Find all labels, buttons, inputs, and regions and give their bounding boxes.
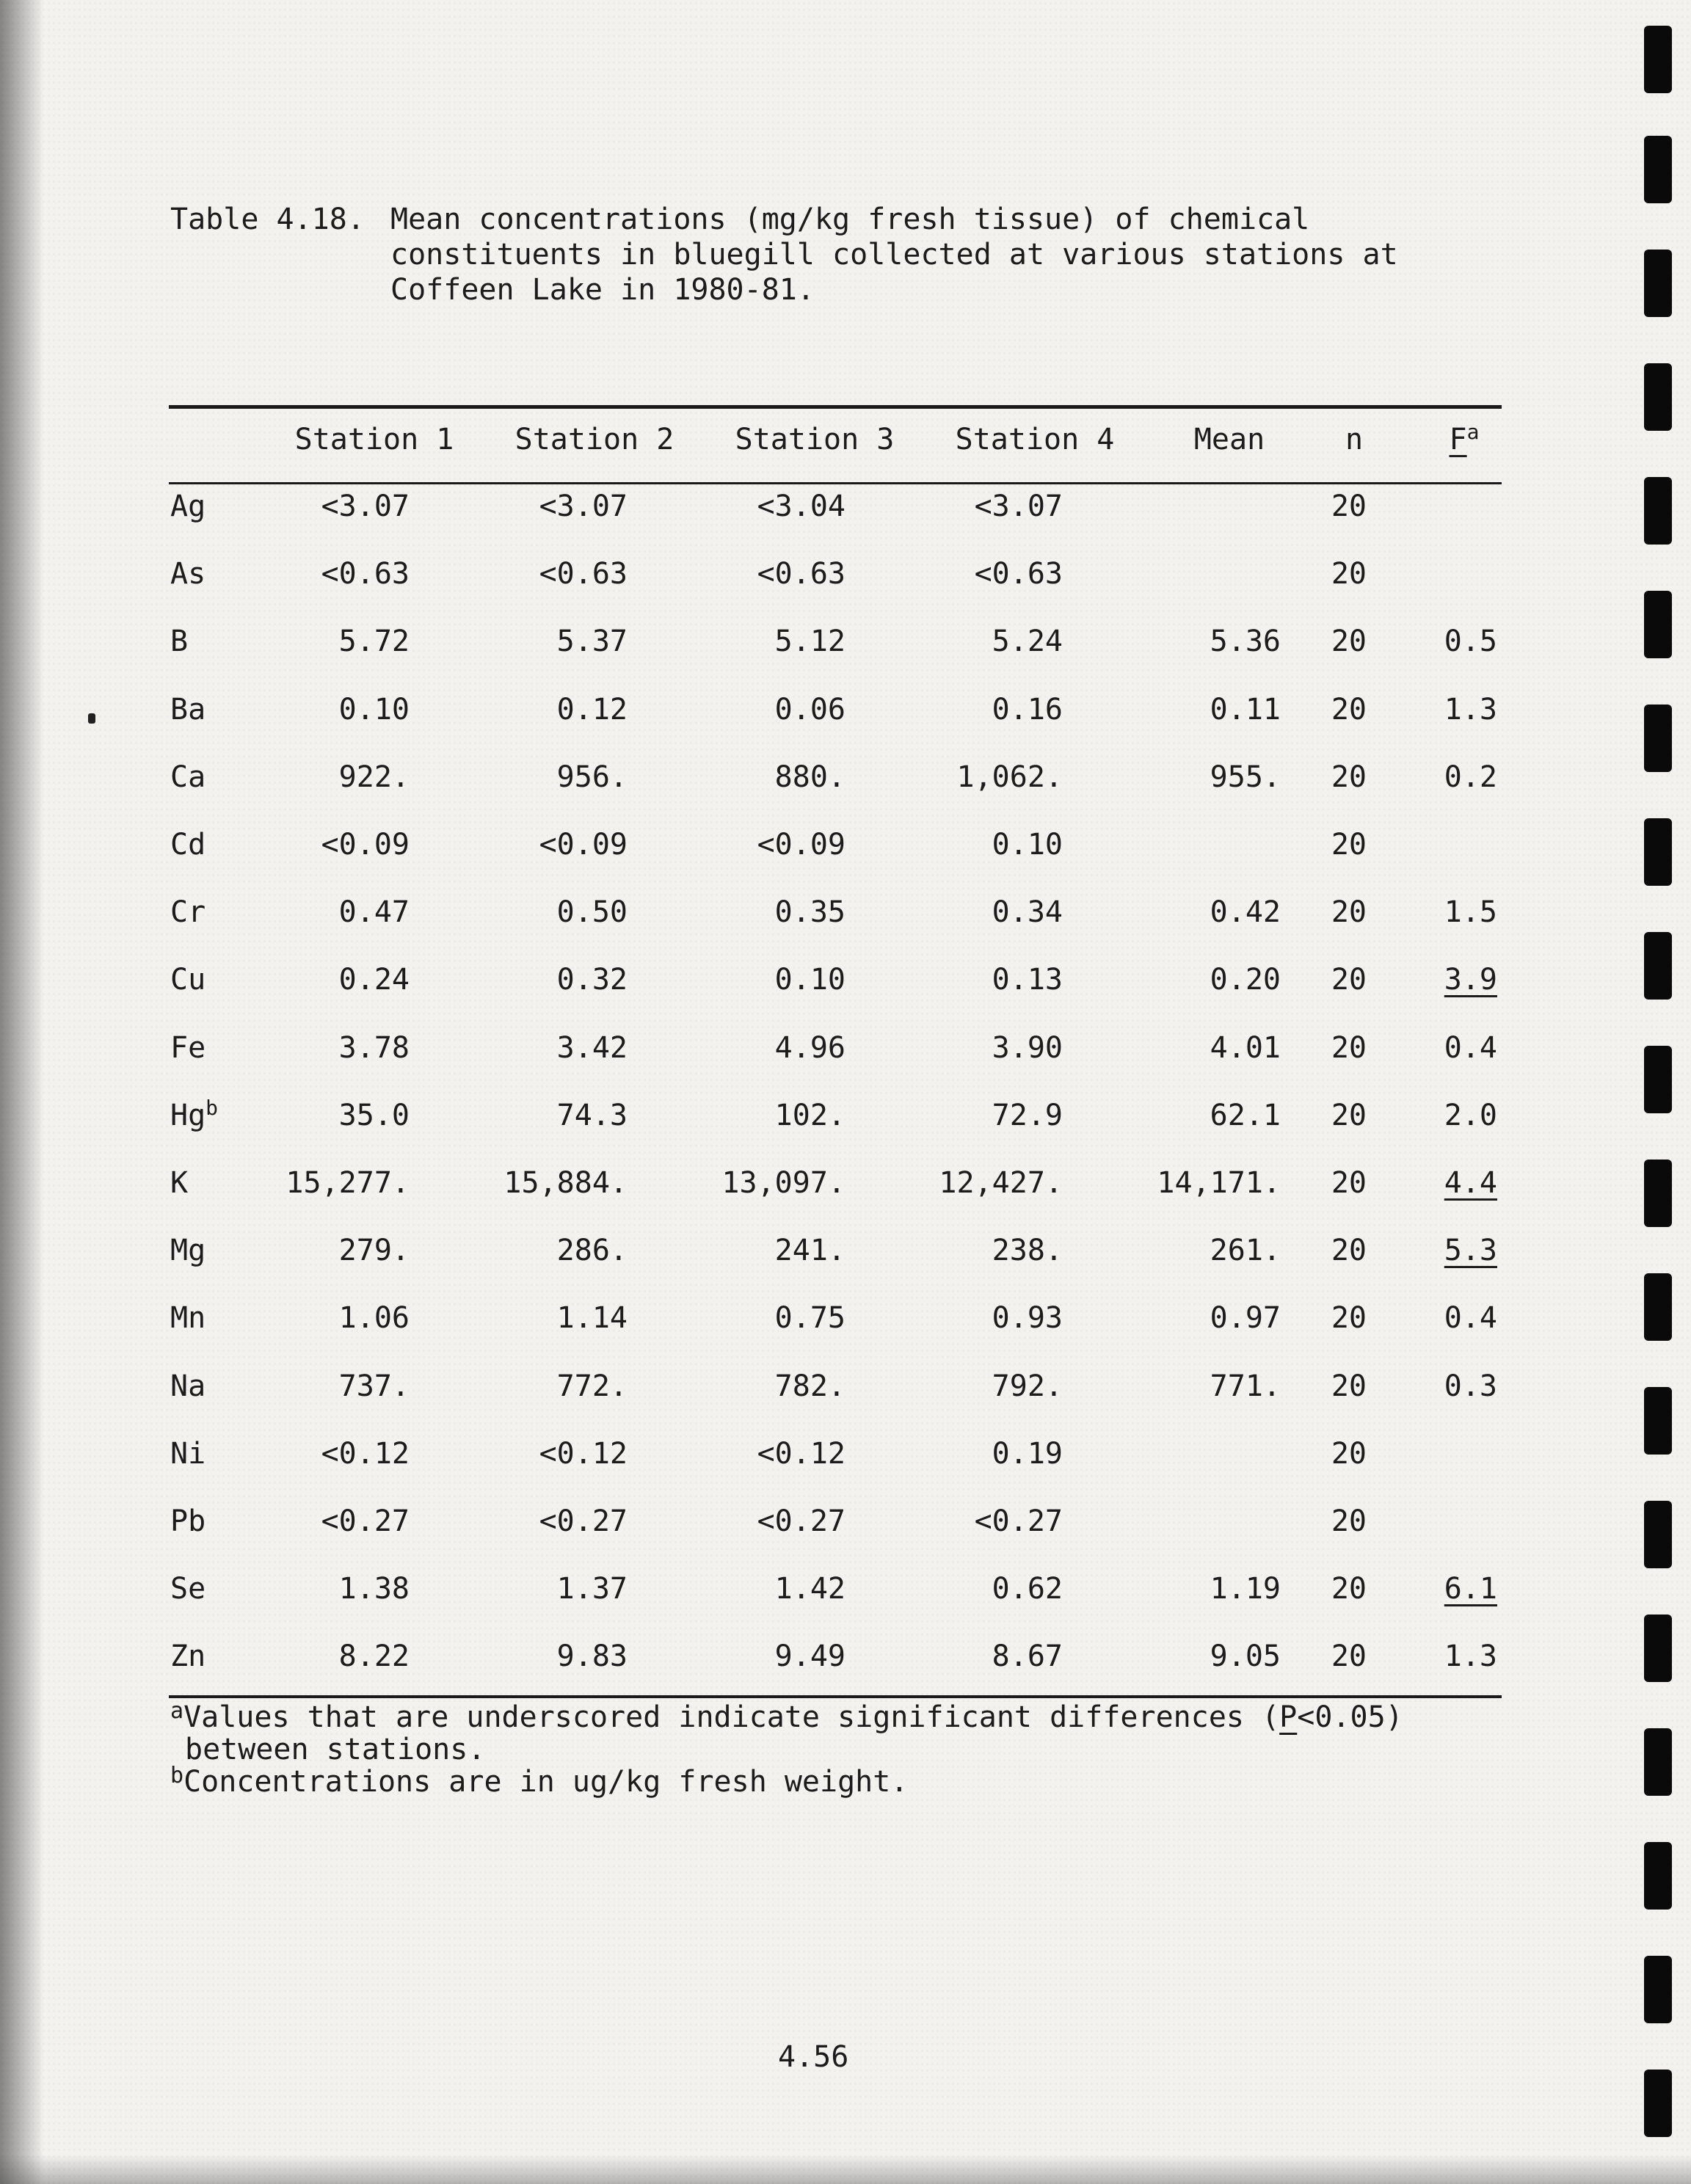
binder-hole [1644,1387,1672,1455]
station-value-cell: 4.96 [774,1031,846,1065]
table-top-rule [169,405,1502,409]
station-value-cell: 922. [338,760,410,794]
station-value-cell: 1.38 [338,1572,410,1606]
element-symbol: Pb [170,1504,206,1538]
station-value-cell: 1,062. [956,760,1063,794]
f-value-cell: 1.3 [1444,1639,1497,1673]
f-value-cell: 1.5 [1444,895,1497,929]
station-value-cell: 9.49 [774,1639,846,1673]
n-cell: 20 [1331,1572,1367,1606]
n-cell: 20 [1331,828,1367,862]
f-value-cell: 0.4 [1444,1301,1497,1335]
element-symbol: Cr [170,895,206,929]
n-cell: 20 [1331,1099,1367,1132]
station-value-cell: 8.22 [338,1639,410,1673]
station-value-cell: 772. [556,1369,628,1403]
station-value-cell: 3.90 [992,1031,1063,1065]
binder-hole [1644,591,1672,658]
n-cell: 20 [1331,557,1367,591]
f-value-cell: 0.5 [1444,625,1497,658]
n-cell: 20 [1331,1639,1367,1673]
station-value-cell: 0.19 [992,1437,1063,1471]
f-value-cell: 0.4 [1444,1031,1497,1065]
mean-cell: 0.11 [1210,693,1281,727]
station-value-cell: <0.27 [757,1504,846,1538]
element-symbol: Mg [170,1234,206,1267]
mean-cell: 5.36 [1210,625,1281,658]
binder-hole [1644,26,1672,93]
binder-hole [1644,2070,1672,2137]
station-value-cell: 0.75 [774,1301,846,1335]
station-value-cell: 880. [774,760,846,794]
footnote-a [170,1698,1403,1734]
n-cell: 20 [1331,489,1367,523]
column-header: Station 1 [294,423,454,456]
stray-ink-mark [88,713,95,724]
station-value-cell: <0.09 [321,828,410,862]
element-symbol: Ca [170,760,206,794]
binder-hole [1644,1046,1672,1113]
f-value-cell: 4.4 [1444,1166,1497,1200]
station-value-cell: 3.42 [556,1031,628,1065]
n-cell: 20 [1331,963,1367,997]
mean-cell: 14,171. [1157,1166,1281,1200]
element-symbol: Cu [170,963,206,997]
station-value-cell: 238. [992,1234,1063,1267]
station-value-cell: 74.3 [556,1099,628,1132]
element-symbol: As [170,557,206,591]
scan-shadow-bottom [0,2155,1691,2184]
binder-hole [1644,1160,1672,1227]
binder-hole [1644,1273,1672,1341]
binder-hole [1644,1956,1672,2023]
station-value-cell: <3.04 [757,489,846,523]
binder-hole [1644,1615,1672,1682]
station-value-cell: 15,277. [286,1166,410,1200]
footnote-b-text: Concentrations are in ug/kg fresh weight. [183,1765,909,1799]
station-value-cell: <0.63 [757,557,846,591]
station-value-cell: <0.27 [539,1504,628,1538]
station-value-cell: 15,884. [503,1166,628,1200]
station-value-cell: 0.47 [338,895,410,929]
footnote-a-marker: a [170,1698,184,1724]
station-value-cell: 1.37 [556,1572,628,1606]
f-value-cell: 3.9 [1444,963,1497,997]
station-value-cell: 0.93 [992,1301,1063,1335]
mean-cell: 0.42 [1210,895,1281,929]
station-value-cell: 286. [556,1234,628,1267]
binder-hole [1644,1728,1672,1796]
mean-cell: 4.01 [1210,1031,1281,1065]
station-value-cell: 956. [556,760,628,794]
n-cell: 20 [1331,1031,1367,1065]
station-value-cell: 102. [774,1099,846,1132]
station-value-cell: 0.10 [338,693,410,727]
station-value-cell: 8.67 [992,1639,1063,1673]
table-header-rule [169,482,1502,484]
n-cell: 20 [1331,1504,1367,1538]
n-cell: 20 [1331,1301,1367,1335]
n-cell: 20 [1331,1369,1367,1403]
element-symbol: Ni [170,1437,206,1471]
element-symbol: Hg$^b$ [170,1096,219,1132]
f-value-cell: 0.3 [1444,1369,1497,1403]
station-value-cell: 792. [992,1369,1063,1403]
n-cell: 20 [1331,895,1367,929]
element-symbol: K [170,1166,189,1200]
binder-hole [1644,705,1672,772]
binder-hole [1644,477,1672,545]
footnote-b [170,1763,909,1799]
binder-hole [1644,932,1672,1000]
footnote-a-line2: between stations. [185,1733,486,1766]
station-value-cell: 0.62 [992,1572,1063,1606]
station-value-cell: 0.12 [556,693,628,727]
element-symbol: Ag [170,489,206,523]
station-value-cell: 35.0 [338,1099,410,1132]
mean-cell: 771. [1210,1369,1281,1403]
station-value-cell: 13,097. [721,1166,846,1200]
station-value-cell: <0.12 [321,1437,410,1471]
page-number: 4.56 [778,2040,849,2074]
footnote-a-p: P [1279,1700,1298,1734]
station-value-cell: 0.32 [556,963,628,997]
station-value-cell: 0.35 [774,895,846,929]
station-value-cell: 12,427. [939,1166,1063,1200]
station-value-cell: <0.27 [321,1504,410,1538]
mean-cell: 0.97 [1210,1301,1281,1335]
column-header-f [1431,421,1497,458]
element-symbol: Na [170,1369,206,1403]
scan-shadow-left [0,0,44,2184]
station-value-cell: 737. [338,1369,410,1403]
station-value-cell: 0.10 [992,828,1063,862]
mean-cell: 1.19 [1210,1572,1281,1606]
mean-cell: 261. [1210,1234,1281,1267]
binder-hole [1644,818,1672,886]
element-symbol: Zn [170,1639,206,1673]
table-title: Mean concentrations (mg/kg fresh tissue) of chemical constituents in bluegill collected at various stations at Coffeen Lake in 1980-81. [390,203,1398,307]
mean-cell: 0.20 [1210,963,1281,997]
mean-cell: 9.05 [1210,1639,1281,1673]
binder-hole [1644,250,1672,317]
element-symbol: Se [170,1572,206,1606]
station-value-cell: 5.37 [556,625,628,658]
footnote-a-text: Values that are underscored indicate significant differences ( [183,1700,1280,1734]
station-value-cell: 279. [338,1234,410,1267]
element-symbol: Mn [170,1301,206,1335]
station-value-cell: 241. [774,1234,846,1267]
station-value-cell: <0.09 [757,828,846,862]
station-value-cell: <0.09 [539,828,628,862]
f-value-cell: 2.0 [1444,1099,1497,1132]
footnote-a-text-end: <0.05) [1297,1700,1403,1734]
column-header: Station 3 [735,423,895,456]
column-header: Mean [1193,423,1265,456]
n-cell: 20 [1331,693,1367,727]
station-value-cell: 72.9 [992,1099,1063,1132]
table-number: Table 4.18. [170,203,365,236]
station-value-cell: 1.42 [774,1572,846,1606]
station-value-cell: 1.06 [338,1301,410,1335]
station-value-cell: <3.07 [321,489,410,523]
station-value-cell: <0.27 [974,1504,1063,1538]
station-value-cell: <0.63 [539,557,628,591]
station-value-cell: 0.24 [338,963,410,997]
n-cell: 20 [1331,1437,1367,1471]
station-value-cell: 5.72 [338,625,410,658]
binder-hole [1644,136,1672,203]
station-value-cell: 9.83 [556,1639,628,1673]
column-header: n [1345,423,1364,456]
station-value-cell: <0.63 [321,557,410,591]
station-value-cell: 0.50 [556,895,628,929]
station-value-cell: 782. [774,1369,846,1403]
station-value-cell: 0.13 [992,963,1063,997]
element-symbol: Fe [170,1031,206,1065]
station-value-cell: <0.63 [974,557,1063,591]
mean-cell: 62.1 [1210,1099,1281,1132]
n-cell: 20 [1331,625,1367,658]
table-bottom-rule [169,1695,1502,1698]
station-value-cell: <0.12 [757,1437,846,1471]
f-value-cell: 5.3 [1444,1234,1497,1267]
n-cell: 20 [1331,760,1367,794]
element-symbol: B [170,625,189,658]
binder-hole [1644,1501,1672,1568]
element-symbol: Ba [170,693,206,727]
binder-hole [1644,363,1672,431]
footnote-b-marker: b [170,1763,184,1788]
column-header: Station 4 [955,423,1115,456]
binder-hole [1644,1842,1672,1910]
mean-cell: 955. [1210,760,1281,794]
element-symbol: Cd [170,828,206,862]
n-cell: 20 [1331,1166,1367,1200]
station-value-cell: 0.34 [992,895,1063,929]
station-value-cell: <3.07 [539,489,628,523]
station-value-cell: 3.78 [338,1031,410,1065]
station-value-cell: 5.24 [992,625,1063,658]
element-footnote-marker: b [206,1096,219,1120]
f-value-cell: 6.1 [1444,1572,1497,1606]
station-value-cell: 1.14 [556,1301,628,1335]
station-value-cell: 0.10 [774,963,846,997]
f-value-cell: 1.3 [1444,693,1497,727]
station-value-cell: 0.16 [992,693,1063,727]
column-header: Station 2 [514,423,674,456]
column-header-f-letter: F [1449,423,1467,456]
n-cell: 20 [1331,1234,1367,1267]
station-value-cell: <0.12 [539,1437,628,1471]
station-value-cell: <3.07 [974,489,1063,523]
station-value-cell: 5.12 [774,625,846,658]
f-value-cell: 0.2 [1444,760,1497,794]
column-header-f-footnote-marker: a [1466,420,1480,444]
station-value-cell: 0.06 [774,693,846,727]
